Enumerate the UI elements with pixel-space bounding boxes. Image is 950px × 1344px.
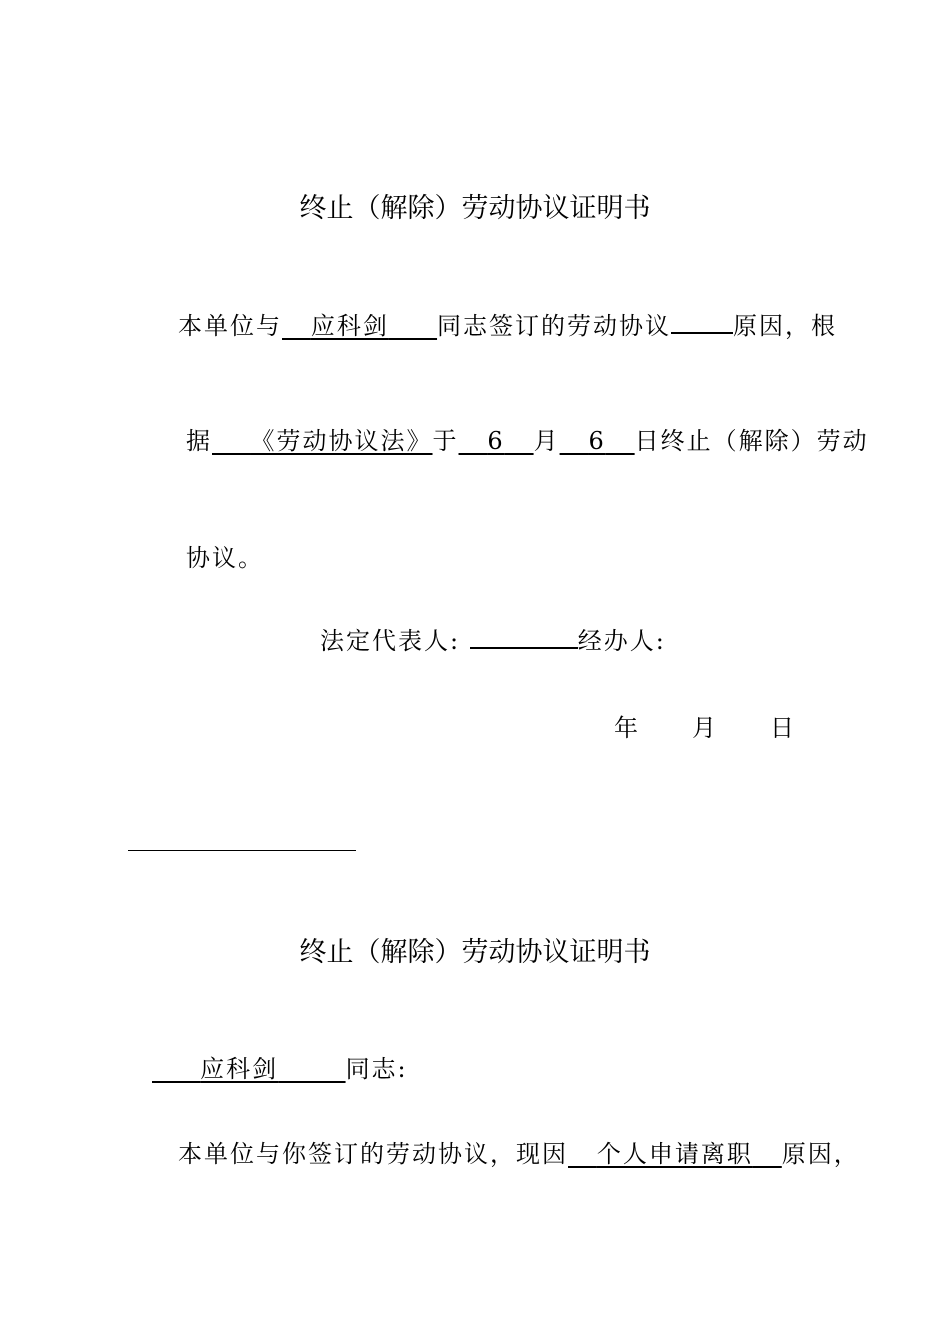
paragraph-line-2	[186, 421, 869, 456]
salutation-suffix: 同志:	[345, 1055, 408, 1083]
month-unit: 月	[533, 427, 560, 455]
certificate-title-2: 终止（解除）劳动协议证明书	[299, 937, 651, 968]
signature-line	[320, 621, 666, 656]
month-label: 月	[692, 714, 718, 742]
year-label: 年	[614, 714, 640, 742]
line1-prefix: 本单位与	[178, 312, 282, 340]
body-prefix: 本单位与你签订的劳动协议，现因	[178, 1140, 568, 1168]
body-suffix: 原因，	[781, 1140, 860, 1168]
section-divider	[128, 850, 356, 851]
legal-rep-label: 法定代表人:	[320, 627, 461, 655]
paragraph-line-1	[178, 306, 837, 341]
line1-middle: 同志签订的劳动协议	[437, 312, 672, 340]
reason-blank	[671, 310, 733, 334]
reason-field: 个人申请离职	[596, 1140, 753, 1168]
legal-rep-blank	[470, 625, 578, 649]
employee-name-field: 应科剑	[310, 312, 389, 340]
day-field: 6	[588, 427, 606, 455]
salutation-name-field: 应科剑	[200, 1055, 279, 1083]
line1-suffix: 原因，根	[733, 312, 838, 340]
line2-prefix: 据	[186, 427, 212, 455]
line2-yu: 于	[432, 427, 459, 455]
body-line	[178, 1134, 860, 1169]
certificate-title: 终止（解除）劳动协议证明书	[299, 193, 651, 224]
law-field: 《劳动协议法》	[250, 427, 433, 455]
month-field: 6	[487, 427, 505, 455]
date-line	[614, 708, 796, 743]
salutation-line	[152, 1049, 408, 1084]
line2-suffix: 日终止（解除）劳动	[634, 427, 869, 455]
paragraph-line-3: 协议。	[186, 544, 264, 572]
day-label: 日	[770, 714, 796, 742]
handler-label: 经办人:	[577, 627, 666, 655]
